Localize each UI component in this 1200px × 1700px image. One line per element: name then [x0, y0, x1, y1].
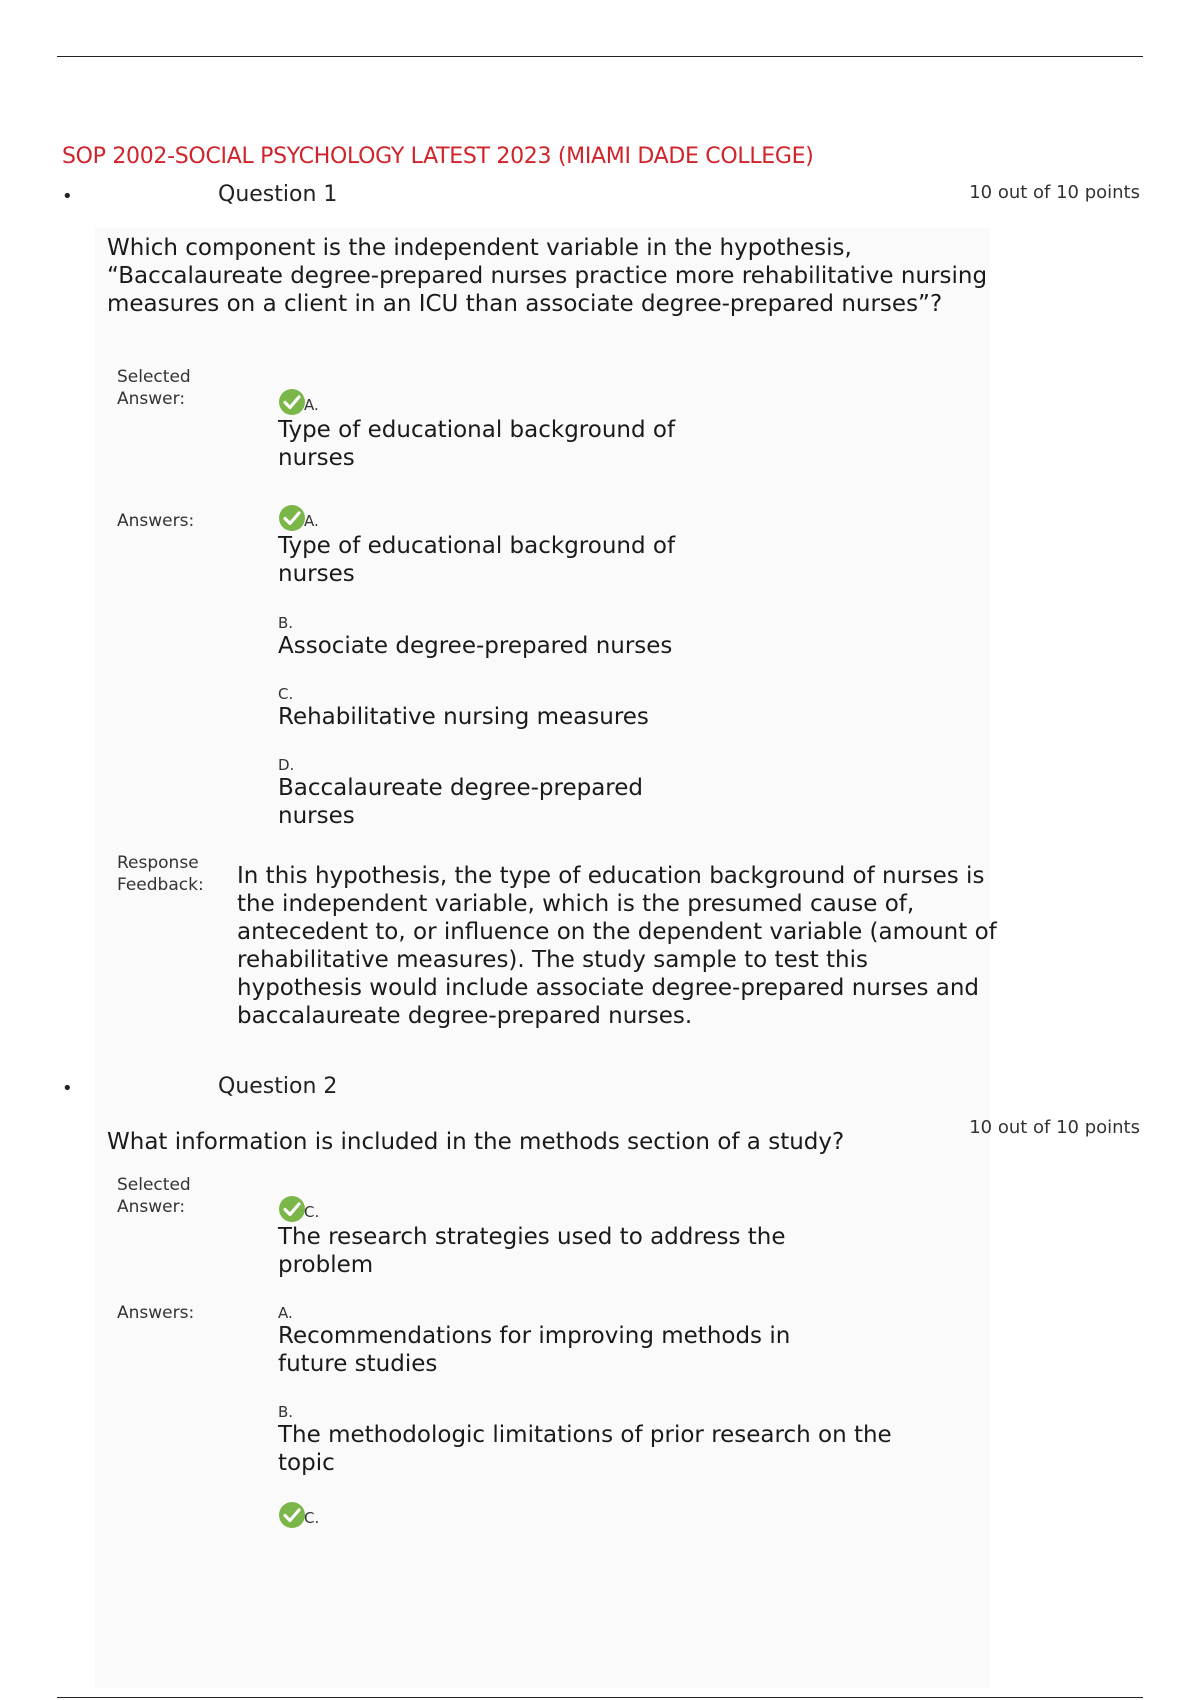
q1-answer-b — [278, 614, 778, 660]
question-2-text: What information is included in the methods section of a study? — [107, 1129, 845, 1155]
answer-text: Rehabilitative nursing measures — [278, 704, 649, 730]
answer-letter: C. — [304, 1509, 320, 1527]
document-title: SOP 2002-SOCIAL PSYCHOLOGY LATEST 2023 (MIAMI DADE COLLEGE) — [62, 144, 814, 169]
answer-letter: C. — [278, 685, 294, 703]
q2-answer-b — [278, 1403, 898, 1477]
response-feedback-label: Response Feedback: — [117, 853, 204, 895]
answer-letter: D. — [278, 756, 295, 774]
answer-letter: A. — [278, 1304, 293, 1322]
answers-label: Answers: — [117, 1303, 195, 1323]
bottom-rule — [57, 1697, 1143, 1698]
answer-letter: A. — [304, 396, 319, 414]
check-icon — [278, 1195, 306, 1223]
check-icon — [278, 1501, 306, 1529]
answer-letter: B. — [278, 1403, 294, 1421]
question-1-label: Question 1 — [218, 182, 338, 207]
q1-answer-d — [278, 756, 678, 830]
q1-answer-c — [278, 685, 778, 731]
selected-answer-label: Selected Answer: — [117, 1175, 191, 1217]
answer-text: Type of educational background of nurses — [278, 417, 676, 471]
question-1-bullet: • — [62, 186, 73, 207]
answers-label: Answers: — [117, 511, 195, 531]
answer-text: The research strategies used to address the problem — [278, 1224, 786, 1278]
check-icon — [278, 388, 306, 416]
answer-letter: C. — [304, 1203, 320, 1221]
answer-text: Recommendations for improving methods in future studies — [278, 1323, 791, 1377]
q1-answer-a — [278, 500, 708, 588]
answer-text: Type of educational background of nurses — [278, 533, 676, 587]
q1-selected-answer — [278, 384, 708, 472]
check-icon — [278, 504, 306, 532]
answer-letter: B. — [278, 614, 294, 632]
answer-text: Associate degree-prepared nurses — [278, 633, 673, 659]
question-2-bullet: • — [62, 1078, 73, 1099]
answer-text: The methodologic limitations of prior research on the topic — [278, 1422, 892, 1476]
q2-answer-a — [278, 1304, 838, 1378]
question-2-points: 10 out of 10 points — [969, 1117, 1140, 1138]
question-2-label: Question 2 — [218, 1074, 338, 1099]
question-1-text: Which component is the independent variable in the hypothesis, “Baccalaureate degree-prepared nurses practice more rehabilitative nursing measures on a client in an ICU than associate degree-prepared nurses”? — [107, 235, 988, 317]
q2-selected-answer — [278, 1191, 858, 1279]
q2-answer-c — [278, 1497, 838, 1529]
question-1-feedback: In this hypothesis, the type of education background of nurses is the independent variable, which is the presumed cause of, antecedent to, or influence on the dependent variable (amount of rehabilitative measures). The study sample to test this hypothesis would include associate degree-prepared nurses and baccalaureate degree-prepared nurses. — [237, 863, 997, 1029]
answer-letter: A. — [304, 512, 319, 530]
selected-answer-label: Selected Answer: — [117, 367, 191, 409]
question-1-points: 10 out of 10 points — [969, 182, 1140, 203]
answer-text: Baccalaureate degree-prepared nurses — [278, 775, 643, 829]
top-rule — [57, 56, 1143, 57]
